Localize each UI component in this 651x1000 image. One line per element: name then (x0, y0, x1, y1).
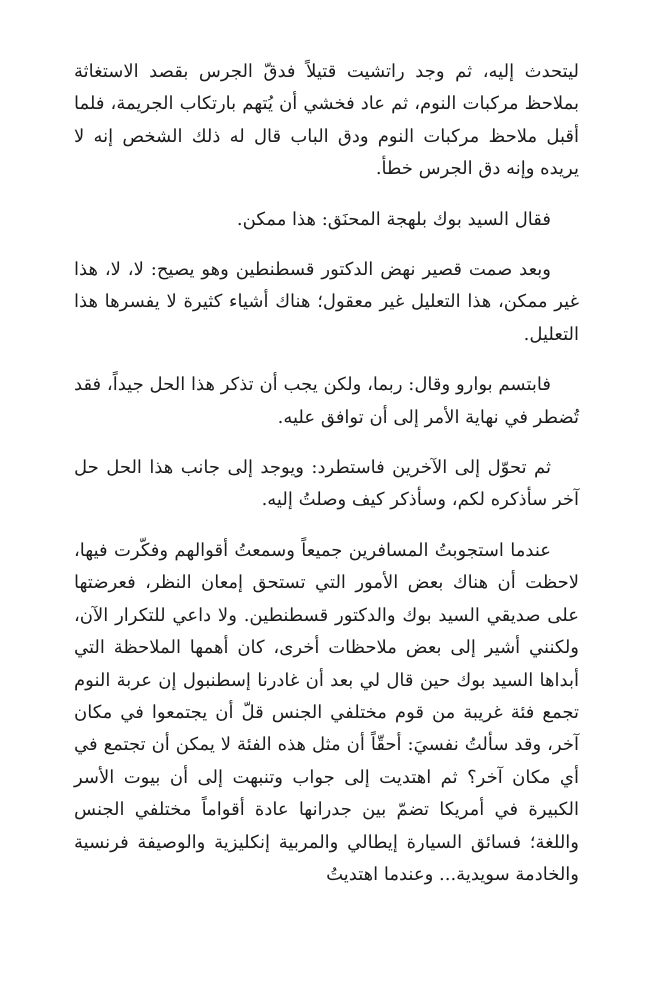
paragraph-1: ليتحدث إليه، ثم وجد راتشيت قتيلاً فدقّ الجرس بقصد الاستغاثة بملاحظ مركبات النوم، ثم عاد فخشي أن يُتهم بارتكاب الجريمة، فلما أقبل ملاحظ مركبات النوم ودق الباب قال له ذلك الشخص إنه لا يريده وإنه دق الجرس خطأ. (74, 61, 579, 180)
paragraph-4: فابتسم بوارو وقال: ربما، ولكن يجب أن تذكر هذا الحل جيداً، فقد تُضطر في نهاية الأمر إلى أن توافق عليه. (74, 374, 579, 428)
paragraph-2: فقال السيد بوك بلهجة المحنَق: هذا ممكن. (236, 208, 551, 230)
book-page (74, 56, 579, 909)
paragraph-3: وبعد صمت قصير نهض الدكتور قسطنطين وهو يصيح: لا، لا، هذا غير ممكن، هذا التعليل غير معقول؛ هناك أشياء كثيرة لا يفسرها هذا التعليل. (74, 259, 579, 345)
paragraph-5: ثم تحوّل إلى الآخرين فاستطرد: ويوجد إلى جانب هذا الحل حل آخر سأذكره لكم، وسأذكر كيف وصلتُ إليه. (74, 457, 579, 511)
paragraph-6: عندما استجوبتُ المسافرين جميعاً وسمعتُ أقوالهم وفكّرت فيها، لاحظت أن هناك بعض الأمور التي تستحق إمعان النظر، فعرضتها على صديقي السيد بوك والدكتور قسطنطين. ولا داعي للتكرار الآن، ولكنني أشير إلى بعض ملاحظات أخرى، كان أهمها الملاحظة التي أبداها السيد بوك حين قال لي بعد أن غادرنا إسطنبول إن عربة النوم تجمع فئة غريبة من قوم مختلفي الجنس قلّ أن يجتمعوا في مكان آخر، وقد سألتُ نفسيَ: أحقّاً أن مثل هذه الفئة لا يمكن أن تجتمع في أي مكان آخر؟ ثم اهتديت إلى جواب وتنبهت إلى أن بيوت الأسر الكبيرة في أمريكا تضمّ بين جدرانها عادة أقواماً مختلفي الجنس واللغة؛ فسائق السيارة إيطالي والمربية إنكليزية والوصيفة فرنسية والخادمة سويدية... وعندما اهتديتُ (74, 539, 579, 885)
